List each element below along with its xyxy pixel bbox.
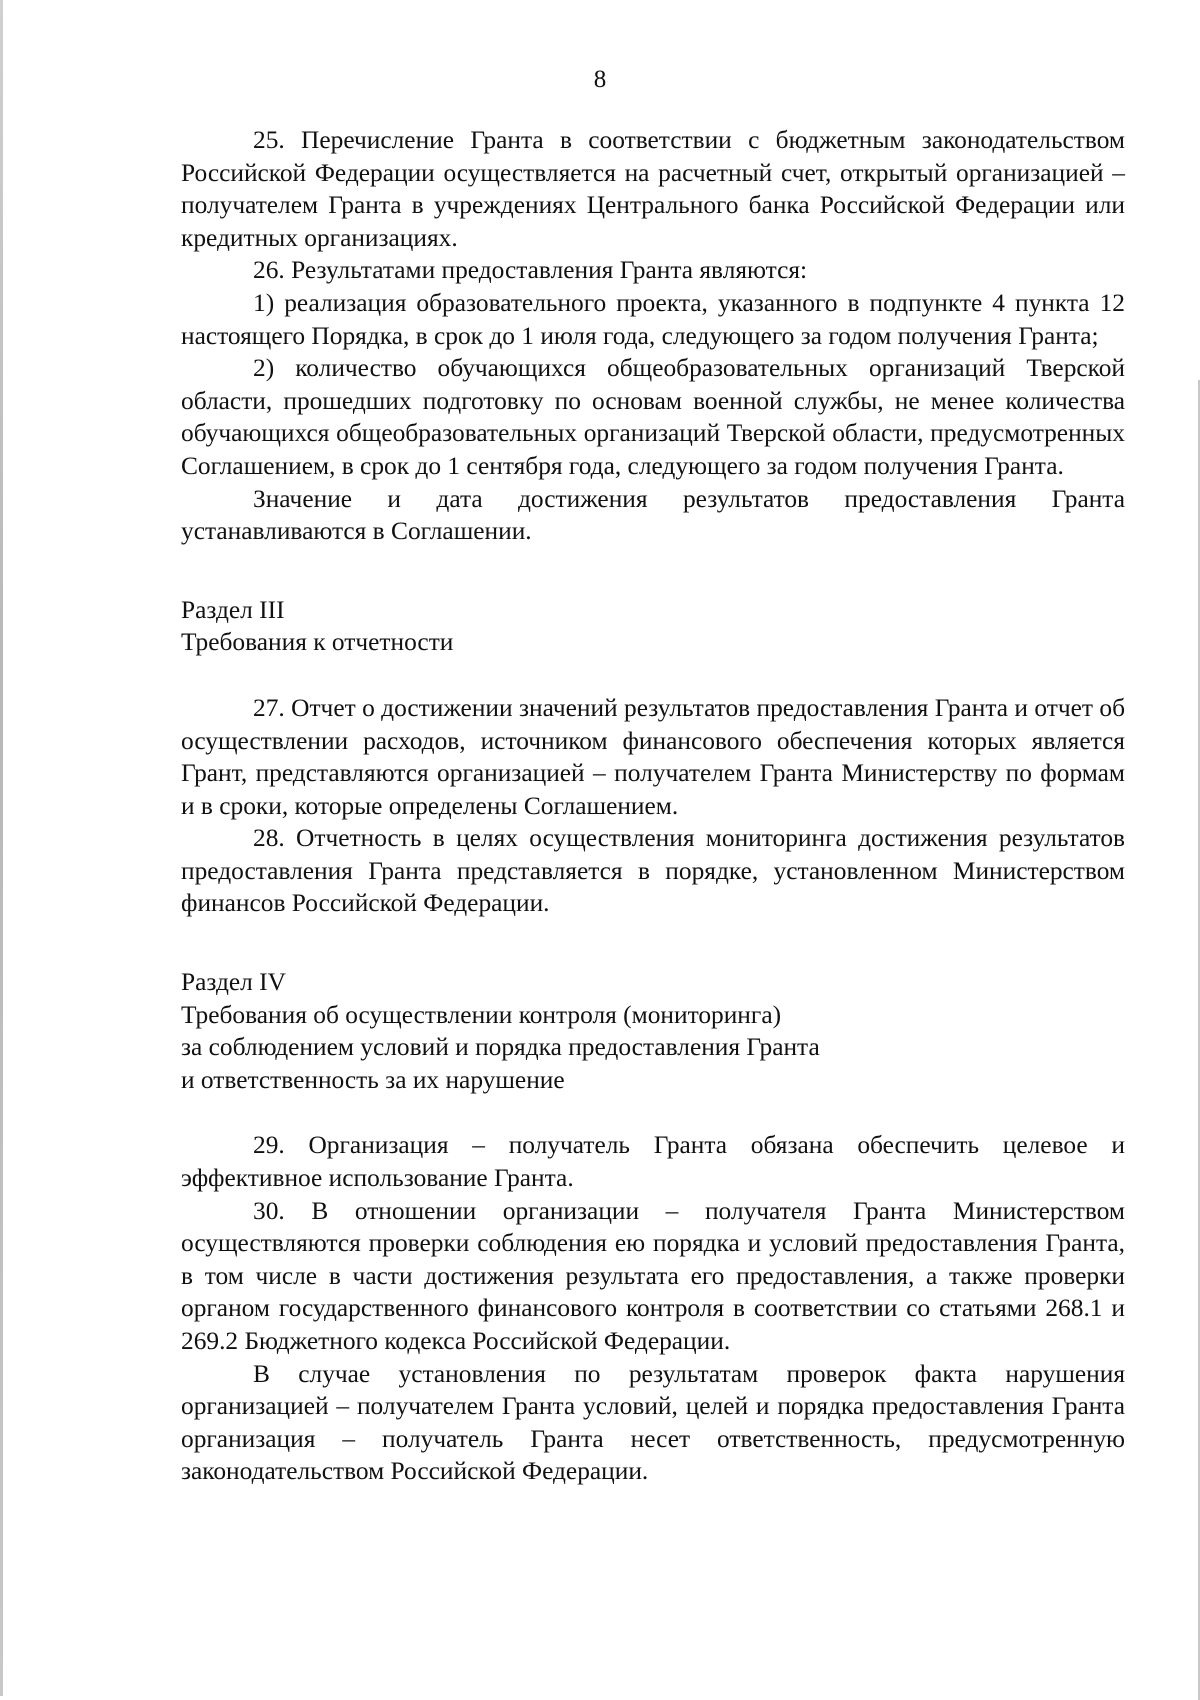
- section-4-title-line-2: за соблюдением условий и порядка предоставления Гранта: [181, 1033, 820, 1062]
- paragraph-27: 27. Отчет о достижении значений результатов предоставления Гранта и отчет об осуществлении расходов, источником финансового обеспечения которых является Грант, представляются организацией – получателем Гранта Министерству по формам и в сроки, которые определены Соглашением.: [181, 693, 1125, 820]
- paragraph-30-liability: В случае установления по результатам проверок факта нарушения организацией – получателем Гранта условий, целей и порядка предоставления Гранта организация – получатель Гранта несет ответственность, предусмотренную законодательством Российской Федерации.: [181, 1359, 1125, 1486]
- paragraph-26-note: Значение и дата достижения результатов предоставления Гранта устанавливаются в Соглашении.: [181, 484, 1125, 546]
- scan-edge-left: [0, 0, 3, 1696]
- section-3-title: Требования к отчетности: [181, 628, 454, 657]
- document-body: [181, 124, 1125, 1488]
- paragraph-28: 28. Отчетность в целях осуществления мониторинга достижения результатов предоставления Гранта представляется в порядке, установленном Министерством финансов Российской Федерации.: [181, 824, 1125, 918]
- page-number: 8: [593, 66, 607, 93]
- paragraph-26-item-2: 2) количество обучающихся общеобразовательных организаций Тверской области, прошедших подготовку по основам военной службы, не менее количества обучающихся общеобразовательных организаций Тверской области, предусмотренных Соглашением, в срок до 1 сентября года, следующего за годом получения Гранта.: [181, 354, 1125, 480]
- section-4-title-line-3: и ответственность за их нарушение: [181, 1065, 565, 1094]
- section-4-title-line-1: Требования об осуществлении контроля (мониторинга): [181, 1000, 782, 1029]
- paragraph-26-item-1: 1) реализация образовательного проекта, указанного в подпункте 4 пункта 12 настоящего Порядка, в срок до 1 июля года, следующего за годом получения Гранта;: [181, 288, 1125, 350]
- section-3-label: Раздел III: [181, 595, 285, 624]
- paragraph-30: 30. В отношении организации – получателя Гранта Министерством осуществляются проверки соблюдения ею порядка и условий предоставления Гранта, в том числе в части достижения результата его предоставления, а также проверки органом государственного финансового контроля в соответствии со статьями 268.1 и 269.2 Бюджетного кодекса Российской Федерации.: [181, 1196, 1125, 1355]
- paragraph-29: 29. Организация – получатель Гранта обязана обеспечить целевое и эффективное использование Гранта.: [181, 1131, 1125, 1193]
- paragraph-26: 26. Результатами предоставления Гранта являются:: [253, 256, 808, 285]
- section-4-label: Раздел IV: [181, 968, 286, 997]
- paragraph-25: 25. Перечисление Гранта в соответствии с бюджетным законодательством Российской Федерации осуществляется на расчетный счет, открытый организацией – получателем Гранта в учреждениях Центрального банка Российской Федерации или кредитных организациях.: [181, 126, 1125, 252]
